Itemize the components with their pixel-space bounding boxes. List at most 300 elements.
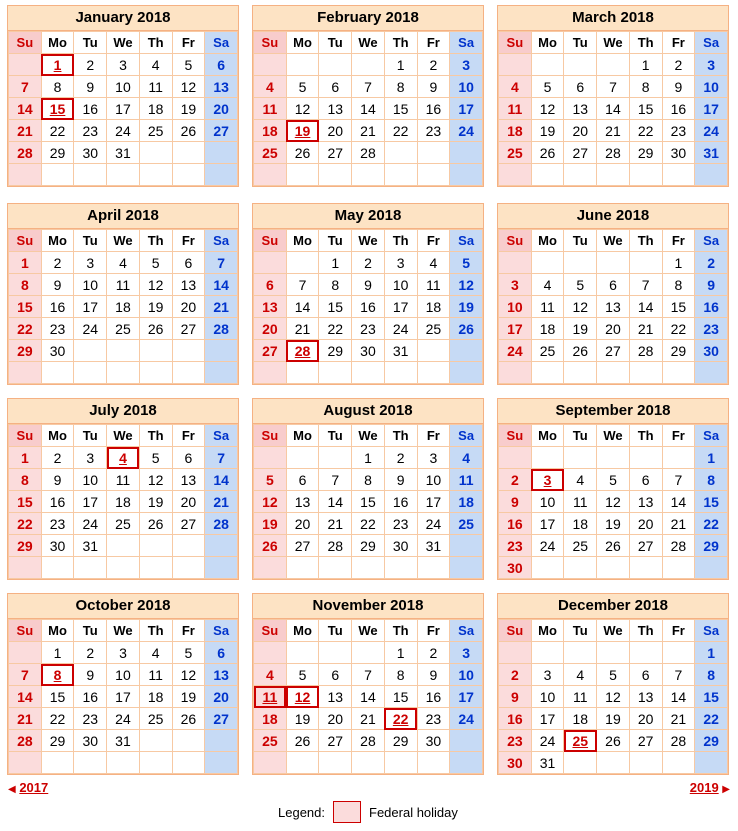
day-cell[interactable]: 1	[384, 54, 417, 76]
day-cell[interactable]: 27	[629, 730, 662, 752]
day-cell[interactable]: 21	[9, 708, 42, 730]
day-cell[interactable]: 21	[205, 491, 238, 513]
day-cell[interactable]: 18	[564, 708, 597, 730]
day-cell[interactable]: 26	[172, 120, 205, 142]
day-cell[interactable]: 8	[695, 469, 728, 491]
day-cell[interactable]: 28	[352, 730, 385, 752]
day-cell[interactable]: 20	[564, 120, 597, 142]
day-cell[interactable]: 31	[417, 535, 450, 557]
day-cell[interactable]: 12	[139, 274, 172, 296]
day-cell[interactable]: 13	[205, 664, 238, 686]
day-cell[interactable]: 2	[384, 447, 417, 469]
day-cell[interactable]: 1	[352, 447, 385, 469]
day-cell[interactable]: 19	[564, 318, 597, 340]
day-cell[interactable]: 30	[74, 142, 107, 164]
day-cell[interactable]: 22	[9, 513, 42, 535]
day-cell[interactable]: 27	[205, 708, 238, 730]
day-cell[interactable]: 14	[662, 491, 695, 513]
day-cell[interactable]: 29	[9, 535, 42, 557]
day-cell[interactable]: 13	[629, 686, 662, 708]
day-cell[interactable]: 28	[9, 142, 42, 164]
day-cell[interactable]: 17	[74, 296, 107, 318]
day-cell[interactable]: 31	[695, 142, 728, 164]
day-cell[interactable]: 26	[564, 340, 597, 362]
day-cell[interactable]: 20	[172, 296, 205, 318]
day-cell[interactable]: 8	[662, 274, 695, 296]
day-cell[interactable]: 13	[172, 469, 205, 491]
day-cell[interactable]: 1	[662, 252, 695, 274]
day-cell[interactable]: 15	[9, 296, 42, 318]
day-cell[interactable]: 22	[384, 120, 417, 142]
day-cell[interactable]: 20	[205, 686, 238, 708]
day-cell[interactable]: 30	[384, 535, 417, 557]
day-cell[interactable]: 6	[629, 664, 662, 686]
day-cell[interactable]: 23	[662, 120, 695, 142]
day-cell[interactable]: 20	[629, 708, 662, 730]
day-cell[interactable]: 13	[629, 491, 662, 513]
day-cell[interactable]: 16	[74, 98, 107, 120]
day-cell[interactable]: 28	[205, 513, 238, 535]
day-cell[interactable]: 25	[564, 535, 597, 557]
day-cell[interactable]: 9	[499, 491, 532, 513]
day-cell[interactable]: 30	[417, 730, 450, 752]
day-cell[interactable]: 2	[417, 642, 450, 664]
day-cell[interactable]: 12	[286, 98, 319, 120]
day-cell[interactable]: 11	[254, 98, 287, 120]
day-cell[interactable]: 18	[417, 296, 450, 318]
day-cell[interactable]: 5	[450, 252, 483, 274]
day-cell[interactable]: 14	[9, 686, 42, 708]
day-cell[interactable]: 26	[139, 513, 172, 535]
day-cell[interactable]: 28	[205, 318, 238, 340]
day-cell[interactable]: 8	[9, 469, 42, 491]
day-cell[interactable]: 8	[384, 664, 417, 686]
day-cell[interactable]: 21	[629, 318, 662, 340]
day-cell[interactable]: 8	[352, 469, 385, 491]
day-cell[interactable]: 6	[286, 469, 319, 491]
day-cell[interactable]: 20	[319, 708, 352, 730]
day-cell[interactable]: 21	[205, 296, 238, 318]
day-cell[interactable]: 24	[450, 120, 483, 142]
day-cell[interactable]: 23	[417, 708, 450, 730]
day-cell[interactable]: 21	[286, 318, 319, 340]
day-cell[interactable]: 21	[662, 708, 695, 730]
day-cell[interactable]: 5	[286, 76, 319, 98]
day-cell[interactable]: 23	[499, 535, 532, 557]
day-cell[interactable]: 21	[597, 120, 630, 142]
day-cell[interactable]: 29	[629, 142, 662, 164]
day-cell[interactable]: 17	[531, 513, 564, 535]
day-cell[interactable]: 2	[74, 642, 107, 664]
day-cell[interactable]: 20	[172, 491, 205, 513]
day-cell[interactable]: 15	[695, 491, 728, 513]
day-cell[interactable]: 10	[74, 469, 107, 491]
day-cell[interactable]: 4	[139, 54, 172, 76]
day-cell[interactable]: 30	[41, 535, 74, 557]
day-cell[interactable]: 4	[254, 664, 287, 686]
day-cell[interactable]: 25	[417, 318, 450, 340]
day-cell[interactable]: 6	[319, 664, 352, 686]
day-cell[interactable]: 9	[41, 274, 74, 296]
day-cell[interactable]: 29	[695, 535, 728, 557]
day-cell[interactable]: 11	[107, 469, 140, 491]
day-cell[interactable]: 11	[499, 98, 532, 120]
day-cell[interactable]: 24	[417, 513, 450, 535]
day-cell[interactable]: 14	[205, 469, 238, 491]
day-cell[interactable]: 13	[319, 98, 352, 120]
holiday-day-cell[interactable]: 11	[254, 686, 287, 708]
day-cell[interactable]: 6	[254, 274, 287, 296]
day-cell[interactable]: 7	[319, 469, 352, 491]
day-cell[interactable]: 7	[286, 274, 319, 296]
day-cell[interactable]: 11	[450, 469, 483, 491]
day-cell[interactable]: 29	[41, 730, 74, 752]
day-cell[interactable]: 29	[384, 730, 417, 752]
day-cell[interactable]: 9	[74, 664, 107, 686]
day-cell[interactable]: 18	[499, 120, 532, 142]
day-cell[interactable]: 6	[319, 76, 352, 98]
day-cell[interactable]: 15	[384, 98, 417, 120]
day-cell[interactable]: 15	[662, 296, 695, 318]
day-cell[interactable]: 24	[384, 318, 417, 340]
day-cell[interactable]: 3	[695, 54, 728, 76]
day-cell[interactable]: 19	[286, 708, 319, 730]
day-cell[interactable]: 10	[695, 76, 728, 98]
day-cell[interactable]: 21	[352, 708, 385, 730]
day-cell[interactable]: 12	[139, 469, 172, 491]
day-cell[interactable]: 13	[319, 686, 352, 708]
day-cell[interactable]: 26	[254, 535, 287, 557]
day-cell[interactable]: 29	[662, 340, 695, 362]
day-cell[interactable]: 14	[286, 296, 319, 318]
day-cell[interactable]: 17	[107, 686, 140, 708]
day-cell[interactable]: 4	[564, 664, 597, 686]
day-cell[interactable]: 23	[695, 318, 728, 340]
day-cell[interactable]: 14	[9, 98, 42, 120]
day-cell[interactable]: 22	[352, 513, 385, 535]
day-cell[interactable]: 17	[695, 98, 728, 120]
day-cell[interactable]: 31	[107, 142, 140, 164]
day-cell[interactable]: 9	[499, 686, 532, 708]
day-cell[interactable]: 23	[41, 318, 74, 340]
day-cell[interactable]: 29	[695, 730, 728, 752]
day-cell[interactable]: 5	[597, 664, 630, 686]
day-cell[interactable]: 26	[139, 318, 172, 340]
day-cell[interactable]: 18	[139, 686, 172, 708]
day-cell[interactable]: 19	[597, 513, 630, 535]
day-cell[interactable]: 25	[139, 708, 172, 730]
day-cell[interactable]: 14	[352, 98, 385, 120]
day-cell[interactable]: 14	[352, 686, 385, 708]
next-year-label[interactable]: 2019	[689, 780, 719, 795]
day-cell[interactable]: 8	[695, 664, 728, 686]
day-cell[interactable]: 18	[254, 708, 287, 730]
day-cell[interactable]: 21	[352, 120, 385, 142]
day-cell[interactable]: 31	[531, 752, 564, 774]
day-cell[interactable]: 22	[695, 708, 728, 730]
day-cell[interactable]: 3	[531, 664, 564, 686]
day-cell[interactable]: 23	[384, 513, 417, 535]
day-cell[interactable]: 27	[629, 535, 662, 557]
day-cell[interactable]: 29	[9, 340, 42, 362]
day-cell[interactable]: 29	[319, 340, 352, 362]
day-cell[interactable]: 17	[384, 296, 417, 318]
day-cell[interactable]: 14	[597, 98, 630, 120]
day-cell[interactable]: 24	[74, 318, 107, 340]
day-cell[interactable]: 18	[531, 318, 564, 340]
day-cell[interactable]: 20	[319, 120, 352, 142]
day-cell[interactable]: 5	[172, 642, 205, 664]
day-cell[interactable]: 30	[695, 340, 728, 362]
day-cell[interactable]: 16	[74, 686, 107, 708]
day-cell[interactable]: 17	[531, 708, 564, 730]
holiday-day-cell[interactable]: 19	[286, 120, 319, 142]
day-cell[interactable]: 20	[597, 318, 630, 340]
day-cell[interactable]: 3	[107, 642, 140, 664]
day-cell[interactable]: 10	[531, 686, 564, 708]
day-cell[interactable]: 23	[74, 120, 107, 142]
day-cell[interactable]: 7	[9, 76, 42, 98]
day-cell[interactable]: 1	[695, 642, 728, 664]
day-cell[interactable]: 22	[319, 318, 352, 340]
day-cell[interactable]: 12	[564, 296, 597, 318]
day-cell[interactable]: 14	[205, 274, 238, 296]
day-cell[interactable]: 2	[499, 469, 532, 491]
day-cell[interactable]: 10	[531, 491, 564, 513]
day-cell[interactable]: 2	[352, 252, 385, 274]
day-cell[interactable]: 16	[499, 708, 532, 730]
day-cell[interactable]: 26	[286, 142, 319, 164]
day-cell[interactable]: 14	[629, 296, 662, 318]
day-cell[interactable]: 11	[139, 76, 172, 98]
day-cell[interactable]: 22	[9, 318, 42, 340]
day-cell[interactable]: 11	[531, 296, 564, 318]
holiday-day-cell[interactable]: 3	[531, 469, 564, 491]
day-cell[interactable]: 7	[352, 664, 385, 686]
day-cell[interactable]: 16	[417, 98, 450, 120]
day-cell[interactable]: 28	[9, 730, 42, 752]
day-cell[interactable]: 30	[662, 142, 695, 164]
day-cell[interactable]: 18	[254, 120, 287, 142]
day-cell[interactable]: 12	[597, 686, 630, 708]
day-cell[interactable]: 2	[695, 252, 728, 274]
day-cell[interactable]: 25	[107, 513, 140, 535]
day-cell[interactable]: 13	[286, 491, 319, 513]
day-cell[interactable]: 26	[172, 708, 205, 730]
day-cell[interactable]: 7	[629, 274, 662, 296]
day-cell[interactable]: 12	[172, 76, 205, 98]
day-cell[interactable]: 13	[172, 274, 205, 296]
day-cell[interactable]: 30	[499, 557, 532, 579]
day-cell[interactable]: 15	[384, 686, 417, 708]
day-cell[interactable]: 26	[597, 730, 630, 752]
day-cell[interactable]: 27	[319, 142, 352, 164]
day-cell[interactable]: 1	[695, 447, 728, 469]
next-year-link[interactable]	[690, 780, 730, 795]
day-cell[interactable]: 20	[629, 513, 662, 535]
day-cell[interactable]: 9	[384, 469, 417, 491]
day-cell[interactable]: 19	[172, 686, 205, 708]
day-cell[interactable]: 3	[499, 274, 532, 296]
day-cell[interactable]: 8	[9, 274, 42, 296]
day-cell[interactable]: 9	[417, 664, 450, 686]
day-cell[interactable]: 17	[74, 491, 107, 513]
day-cell[interactable]: 28	[597, 142, 630, 164]
day-cell[interactable]: 5	[139, 447, 172, 469]
day-cell[interactable]: 4	[564, 469, 597, 491]
day-cell[interactable]: 12	[450, 274, 483, 296]
day-cell[interactable]: 31	[107, 730, 140, 752]
day-cell[interactable]: 17	[417, 491, 450, 513]
day-cell[interactable]: 1	[629, 54, 662, 76]
day-cell[interactable]: 20	[286, 513, 319, 535]
day-cell[interactable]: 6	[564, 76, 597, 98]
day-cell[interactable]: 24	[107, 708, 140, 730]
day-cell[interactable]: 18	[139, 98, 172, 120]
day-cell[interactable]: 21	[9, 120, 42, 142]
day-cell[interactable]: 11	[139, 664, 172, 686]
day-cell[interactable]: 7	[352, 76, 385, 98]
day-cell[interactable]: 25	[254, 142, 287, 164]
day-cell[interactable]: 14	[662, 686, 695, 708]
day-cell[interactable]: 2	[662, 54, 695, 76]
day-cell[interactable]: 10	[450, 76, 483, 98]
day-cell[interactable]: 30	[352, 340, 385, 362]
day-cell[interactable]: 27	[597, 340, 630, 362]
day-cell[interactable]: 12	[172, 664, 205, 686]
day-cell[interactable]: 4	[417, 252, 450, 274]
day-cell[interactable]: 15	[9, 491, 42, 513]
day-cell[interactable]: 4	[139, 642, 172, 664]
day-cell[interactable]: 13	[564, 98, 597, 120]
day-cell[interactable]: 28	[352, 142, 385, 164]
day-cell[interactable]: 19	[254, 513, 287, 535]
day-cell[interactable]: 4	[499, 76, 532, 98]
day-cell[interactable]: 29	[352, 535, 385, 557]
day-cell[interactable]: 7	[662, 664, 695, 686]
day-cell[interactable]: 10	[499, 296, 532, 318]
day-cell[interactable]: 2	[74, 54, 107, 76]
day-cell[interactable]: 5	[254, 469, 287, 491]
day-cell[interactable]: 6	[205, 642, 238, 664]
day-cell[interactable]: 19	[139, 491, 172, 513]
holiday-day-cell[interactable]: 25	[564, 730, 597, 752]
day-cell[interactable]: 7	[597, 76, 630, 98]
day-cell[interactable]: 27	[286, 535, 319, 557]
day-cell[interactable]: 16	[384, 491, 417, 513]
day-cell[interactable]: 24	[450, 708, 483, 730]
day-cell[interactable]: 9	[417, 76, 450, 98]
day-cell[interactable]: 24	[531, 730, 564, 752]
holiday-day-cell[interactable]: 22	[384, 708, 417, 730]
day-cell[interactable]: 25	[254, 730, 287, 752]
day-cell[interactable]: 2	[499, 664, 532, 686]
day-cell[interactable]: 24	[499, 340, 532, 362]
day-cell[interactable]: 29	[41, 142, 74, 164]
day-cell[interactable]: 27	[254, 340, 287, 362]
day-cell[interactable]: 19	[531, 120, 564, 142]
day-cell[interactable]: 23	[417, 120, 450, 142]
day-cell[interactable]: 3	[107, 54, 140, 76]
day-cell[interactable]: 27	[205, 120, 238, 142]
day-cell[interactable]: 15	[695, 686, 728, 708]
day-cell[interactable]: 15	[352, 491, 385, 513]
day-cell[interactable]: 26	[450, 318, 483, 340]
day-cell[interactable]: 4	[450, 447, 483, 469]
day-cell[interactable]: 23	[74, 708, 107, 730]
day-cell[interactable]: 18	[107, 491, 140, 513]
day-cell[interactable]: 11	[564, 491, 597, 513]
day-cell[interactable]: 30	[499, 752, 532, 774]
day-cell[interactable]: 12	[531, 98, 564, 120]
day-cell[interactable]: 3	[384, 252, 417, 274]
day-cell[interactable]: 7	[662, 469, 695, 491]
day-cell[interactable]: 11	[107, 274, 140, 296]
day-cell[interactable]: 26	[531, 142, 564, 164]
day-cell[interactable]: 23	[499, 730, 532, 752]
day-cell[interactable]: 13	[205, 76, 238, 98]
prev-year-link[interactable]	[8, 780, 48, 795]
prev-year-label[interactable]: 2017	[19, 780, 49, 795]
day-cell[interactable]: 19	[139, 296, 172, 318]
day-cell[interactable]: 5	[139, 252, 172, 274]
day-cell[interactable]: 19	[172, 98, 205, 120]
day-cell[interactable]: 8	[319, 274, 352, 296]
day-cell[interactable]: 10	[107, 664, 140, 686]
day-cell[interactable]: 16	[41, 491, 74, 513]
day-cell[interactable]: 25	[107, 318, 140, 340]
day-cell[interactable]: 30	[41, 340, 74, 362]
day-cell[interactable]: 13	[597, 296, 630, 318]
day-cell[interactable]: 8	[41, 76, 74, 98]
day-cell[interactable]: 6	[172, 252, 205, 274]
day-cell[interactable]: 11	[564, 686, 597, 708]
day-cell[interactable]: 1	[41, 642, 74, 664]
day-cell[interactable]: 11	[417, 274, 450, 296]
day-cell[interactable]: 9	[41, 469, 74, 491]
holiday-day-cell[interactable]: 4	[107, 447, 140, 469]
day-cell[interactable]: 22	[629, 120, 662, 142]
day-cell[interactable]: 5	[172, 54, 205, 76]
day-cell[interactable]: 4	[531, 274, 564, 296]
day-cell[interactable]: 1	[9, 252, 42, 274]
day-cell[interactable]: 31	[74, 535, 107, 557]
holiday-day-cell[interactable]: 15	[41, 98, 74, 120]
day-cell[interactable]: 26	[597, 535, 630, 557]
day-cell[interactable]: 14	[319, 491, 352, 513]
day-cell[interactable]: 6	[205, 54, 238, 76]
day-cell[interactable]: 10	[107, 76, 140, 98]
day-cell[interactable]: 17	[450, 686, 483, 708]
day-cell[interactable]: 24	[107, 120, 140, 142]
holiday-day-cell[interactable]: 1	[41, 54, 74, 76]
day-cell[interactable]: 17	[107, 98, 140, 120]
day-cell[interactable]: 7	[9, 664, 42, 686]
day-cell[interactable]: 7	[205, 252, 238, 274]
day-cell[interactable]: 15	[41, 686, 74, 708]
day-cell[interactable]: 22	[662, 318, 695, 340]
day-cell[interactable]: 23	[41, 513, 74, 535]
day-cell[interactable]: 10	[74, 274, 107, 296]
day-cell[interactable]: 16	[352, 296, 385, 318]
day-cell[interactable]: 30	[74, 730, 107, 752]
day-cell[interactable]: 4	[107, 252, 140, 274]
day-cell[interactable]: 5	[564, 274, 597, 296]
day-cell[interactable]: 3	[417, 447, 450, 469]
day-cell[interactable]: 16	[695, 296, 728, 318]
day-cell[interactable]: 2	[41, 252, 74, 274]
day-cell[interactable]: 1	[384, 642, 417, 664]
